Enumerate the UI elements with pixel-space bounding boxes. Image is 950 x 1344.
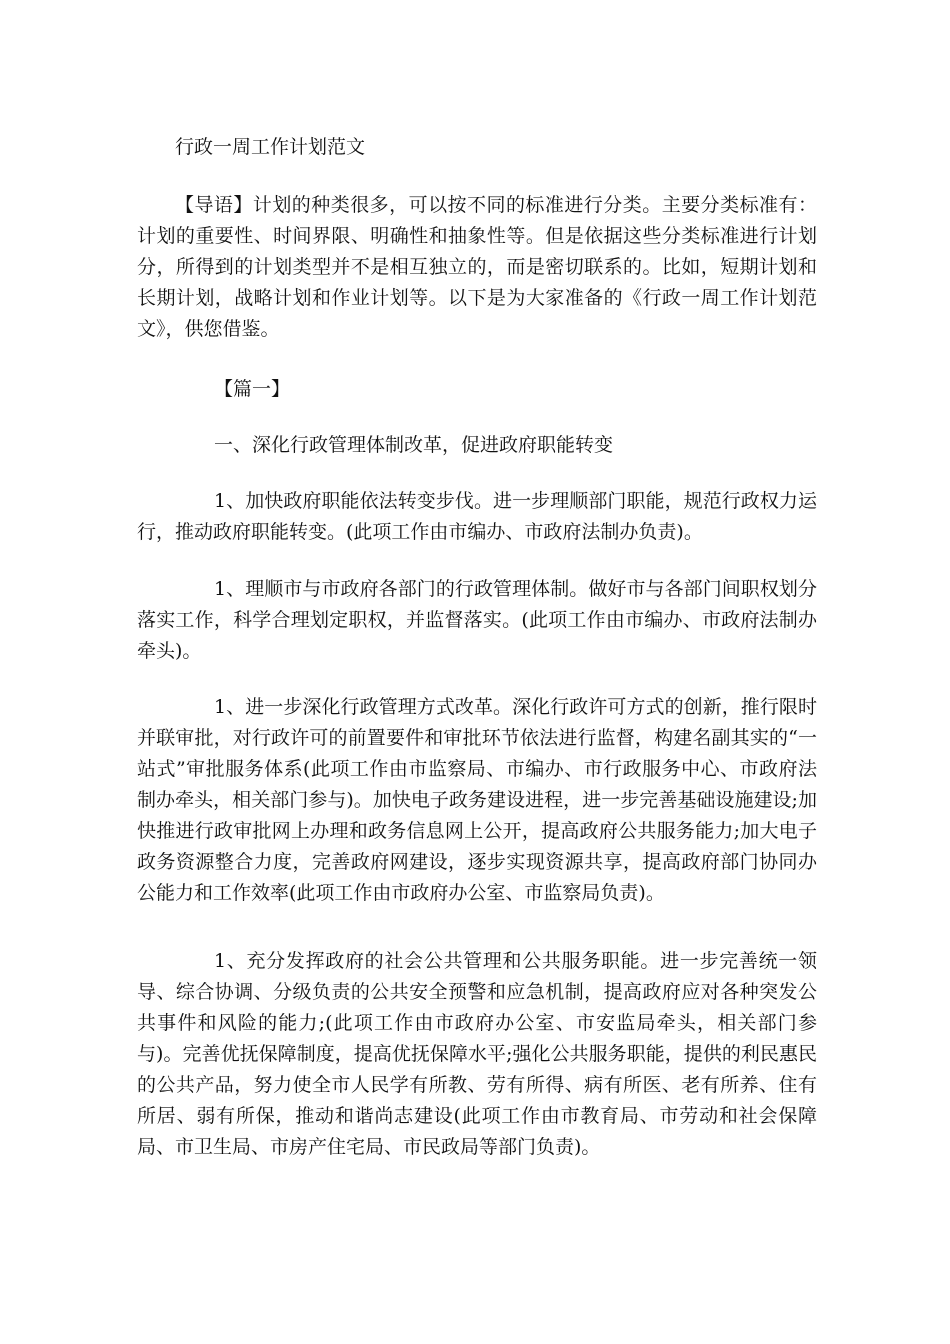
chapter-label: 【篇一】 xyxy=(214,378,291,400)
section-heading: 一、深化行政管理体制改革，促进政府职能转变 xyxy=(214,434,614,456)
body-paragraph-3: 1、进一步深化行政管理方式改革。深化行政许可方式的创新，推行限时并联审批，对行政许可的前置要件和审批环节依法进行监督，构建名副其实的“一站式”审批服务体系(此项工作由市监察局、市编办、市行政服务中心、市政府法制办牵头，相关部门参与)。加快电子政务建设进程，进一步完善基础设施建设;加快推进行政审批网上办理和政务信息网上公开，提高政府公共服务能力;加大电子政务资源整合力度，完善政府网建设，逐步实现资源共享，提高政府部门协同办公能力和工作效率(此项工作由市政府办公室、市监察局负责)。 xyxy=(137,696,817,904)
body-paragraph-1: 1、加快政府职能依法转变步伐。进一步理顺部门职能，规范行政权力运行，推动政府职能转变。(此项工作由市编办、市政府法制办负责)。 xyxy=(137,490,817,543)
body-paragraph-4: 1、充分发挥政府的社会公共管理和公共服务职能。进一步完善统一领导、综合协调、分级负责的公共安全预警和应急机制，提高政府应对各种突发公共事件和风险的能力;(此项工作由市政府办公室、市安监局牵头，相关部门参与)。完善优抚保障制度，提高优抚保障水平;强化公共服务职能，提供的利民惠民的公共产品，努力使全市人民学有所教、劳有所得、病有所医、老有所养、住有所居、弱有所保，推动和谐尚志建设(此项工作由市教育局、市劳动和社会保障局、市卫生局、市房产住宅局、市民政局等部门负责)。 xyxy=(137,950,817,1158)
document-title: 行政一周工作计划范文 xyxy=(175,136,366,158)
intro-paragraph: 【导语】计划的种类很多，可以按不同的标准进行分类。主要分类标准有：计划的重要性、时间界限、明确性和抽象性等。但是依据这些分类标准进行计划分，所得到的计划类型并不是相互独立的，而是密切联系的。比如，短期计划和长期计划，战略计划和作业计划等。以下是为大家准备的《行政一周工作计划范文》，供您借鉴。 xyxy=(137,194,817,340)
body-paragraph-2: 1、理顺市与市政府各部门的行政管理体制。做好市与各部门间职权划分落实工作，科学合理划定职权，并监督落实。(此项工作由市编办、市政府法制办牵头)。 xyxy=(137,578,817,662)
